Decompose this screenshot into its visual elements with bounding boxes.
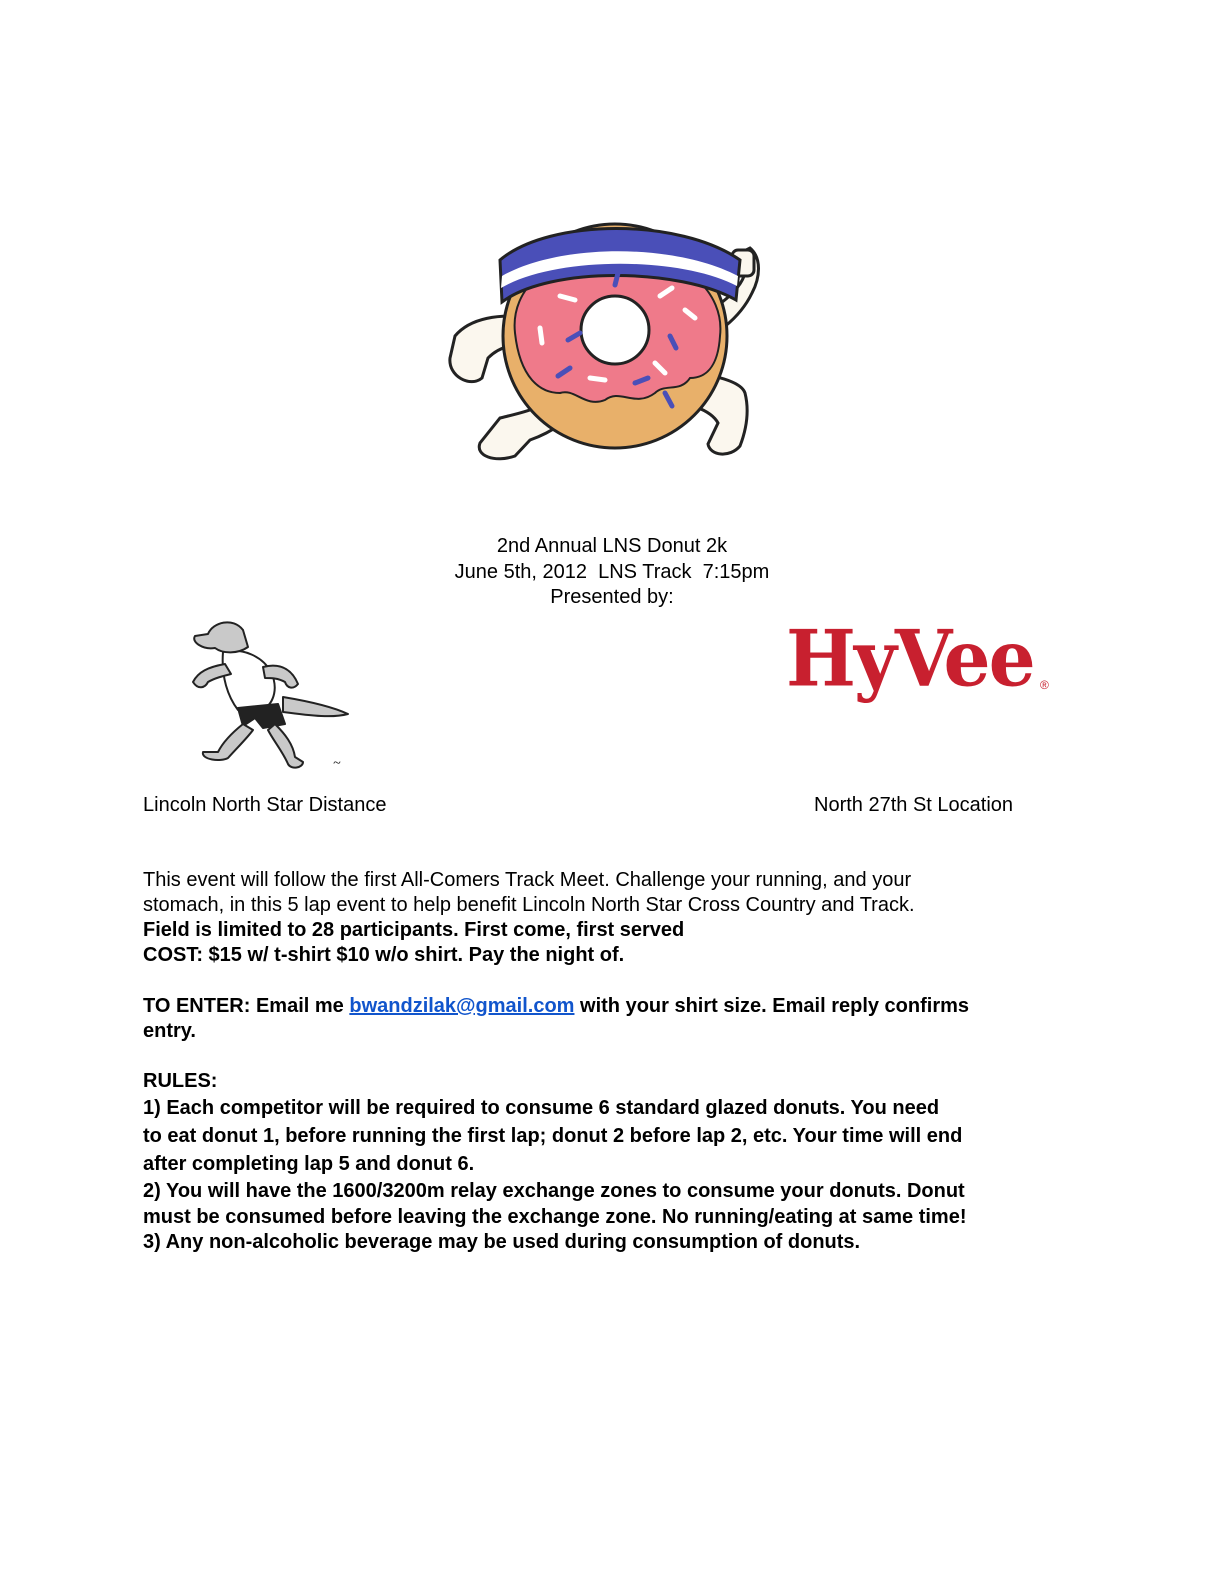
enter-suffix: with your shirt size. Email reply confirms — [574, 995, 970, 1017]
event-date-location: June 5th, 2012 LNS Track 7:15pm — [454, 561, 770, 583]
participant-limit: Field is limited to 28 participants. First come, first served — [143, 919, 685, 941]
intro-line: stomach, in this 5 lap event to help benefit Lincoln North Star Cross Country and Track. — [143, 894, 915, 916]
enter-section — [143, 994, 1073, 1044]
registered-mark: ® — [1040, 678, 1049, 692]
rule-1-line: after completing lap 5 and donut 6. — [143, 1153, 475, 1175]
email-link[interactable]: bwandzilak@gmail.com — [349, 995, 575, 1017]
enter-suffix-continued: entry. — [143, 1020, 196, 1042]
hyvee-logo — [786, 614, 1056, 714]
hyvee-location-caption: North 27th St Location — [814, 794, 1014, 816]
rules-section — [143, 1069, 1073, 1255]
lns-distance-caption: Lincoln North Star Distance — [143, 794, 387, 816]
rule-2-line: 2) You will have the 1600/3200m relay exchange zones to consume your donuts. Donut — [143, 1180, 965, 1202]
event-title: 2nd Annual LNS Donut 2k — [496, 535, 728, 557]
rule-3: 3) Any non-alcoholic beverage may be used during consumption of donuts. — [143, 1231, 861, 1253]
rule-1-line: to eat donut 1, before running the first lap; donut 2 before lap 2, etc. Your time will end — [143, 1125, 963, 1147]
rule-2-line: must be consumed before leaving the exchange zone. No running/eating at same time! — [143, 1206, 967, 1228]
intro-section — [143, 868, 1073, 968]
hyvee-logo-text: HyVee — [786, 613, 1034, 705]
presented-by-label: Presented by: — [550, 586, 674, 608]
svg-text:~: ~ — [333, 756, 341, 771]
intro-line: This event will follow the first All-Comers Track Meet. Challenge your running, and your — [143, 869, 912, 891]
cost-line: COST: $15 w/ t-shirt $10 w/o shirt. Pay the night of. — [143, 944, 625, 966]
enter-prefix: TO ENTER: Email me — [143, 995, 350, 1017]
running-donut-mascot-illustration — [440, 218, 770, 468]
rule-1-line: 1) Each competitor will be required to consume 6 standard glazed donuts. You need — [143, 1097, 940, 1119]
running-gator-mascot-illustration — [143, 612, 373, 787]
rules-heading: RULES: — [143, 1070, 218, 1092]
